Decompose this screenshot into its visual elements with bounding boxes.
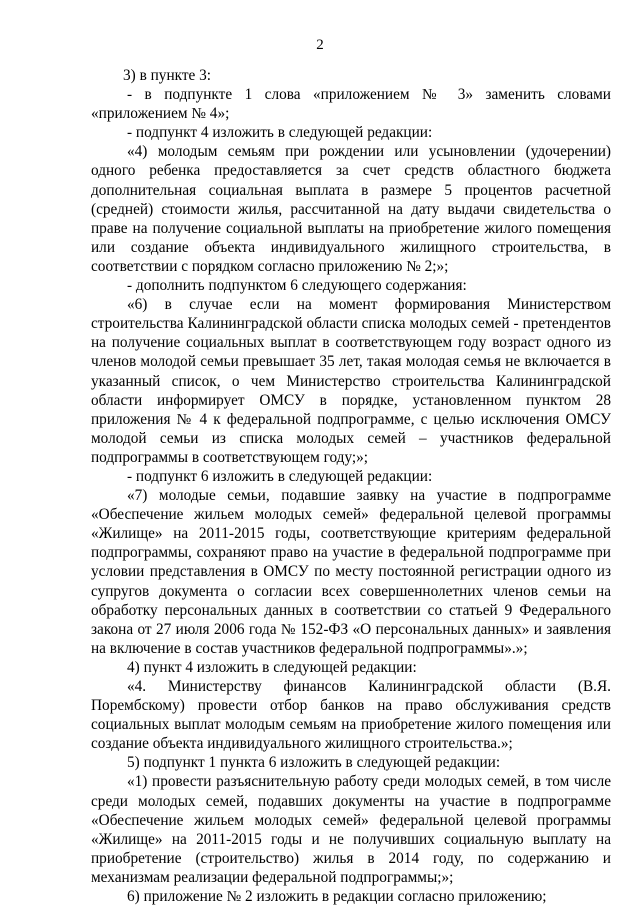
paragraph-subitem-4-intro: - подпункт 4 изложить в следующей редакции: (127, 124, 433, 142)
paragraph-item-5: 5) подпункт 1 пункта 6 изложить в следующей редакции: (127, 754, 501, 772)
paragraph-subitem-6-revise-intro: - подпункт 6 изложить в следующей редакции: (127, 467, 433, 485)
paragraph-item-5-text: «1) провести разъяснительную работу среди молодых семей, в том числе среди молодых семей, подавших документы на участие в подпрограмме «Обеспечение жильем молодых семей» федеральной целевой программы «Жилище» на 2011-2015 годы и не получивших социальную выплату на приобретение (строительство) жилья в 2014 году, по содержанию и механизмам реализации федеральной подпрограммы;»; (91, 773, 611, 886)
paragraph-subitem-7-text: «7) молодые семьи, подавшие заявку на участие в подпрограмме «Обеспечение жильем молодых семей» федеральной целевой программы «Жилище» на 2011-2015 годы, соответствующие критериям федеральной подпрограммы, сохраняют право на участие в федеральной подпрограмме при условии представления в ОМСУ по месту постоянной регистрации одного из супругов документа о согласии всех совершеннолетних членов семьи на обработку персональных данных в соответствии со статьей 9 Федерального закона от 27 июля 2006 года № 152-ФЗ «О персональных данных» и заявления на включение в состав участников федеральной подпрограммы».»; (91, 487, 611, 657)
paragraph-subitem-1-replace: - в подпункте 1 слова «приложением № 3» заменить словами «приложением № 4»; (91, 86, 611, 123)
paragraph-item-6: 6) приложение № 2 изложить в редакции согласно приложению; (127, 888, 547, 906)
paragraph-item-4-text: «4. Министерству финансов Калининградской области (В.Я. Порембскому) провести отбор банков на право обслуживания средств социальных выплат молодым семьям на приобретение жилого помещения или создание объекта индивидуального жилищного строительства.»; (91, 678, 611, 753)
paragraph-subitem-4-text: «4) молодым семьям при рождении или усыновлении (удочерении) одного ребенка предоставляется за счет средств областного бюджета дополнительная социальная выплата в размере 5 процентов расчетной (средней) стоимости жилья, рассчитанной на дату выдачи свидетельства о праве на получение социальной выплаты на приобретение жилого помещения или создание объекта индивидуального жилищного строительства, в соответствии с порядком согласно приложению № 2;»; (91, 143, 611, 275)
paragraph-subitem-6-text: «6) в случае если на момент формирования Министерством строительства Калининградской области списка молодых семей - претендентов на получение социальных выплат в соответствующем году возраст одного из членов молодой семьи превышает 35 лет, такая молодая семья не включается в указанный список, о чем Министерство строительства Калининградской области информирует ОМСУ в порядке, установленном пунктом 28 приложения № 4 к федеральной подпрограмме, с целью исключения ОМСУ молодой семьи из списка молодых семей – участников федеральной подпрограммы в соответствующем году;»; (91, 296, 611, 466)
document-body (91, 66, 611, 906)
paragraph-item-3: 3) в пункте 3: (123, 67, 212, 84)
page-number: 2 (316, 37, 324, 53)
paragraph-item-4: 4) пункт 4 изложить в следующей редакции: (127, 658, 417, 676)
paragraph-subitem-6-add-intro: - дополнить подпунктом 6 следующего содержания: (127, 277, 467, 295)
